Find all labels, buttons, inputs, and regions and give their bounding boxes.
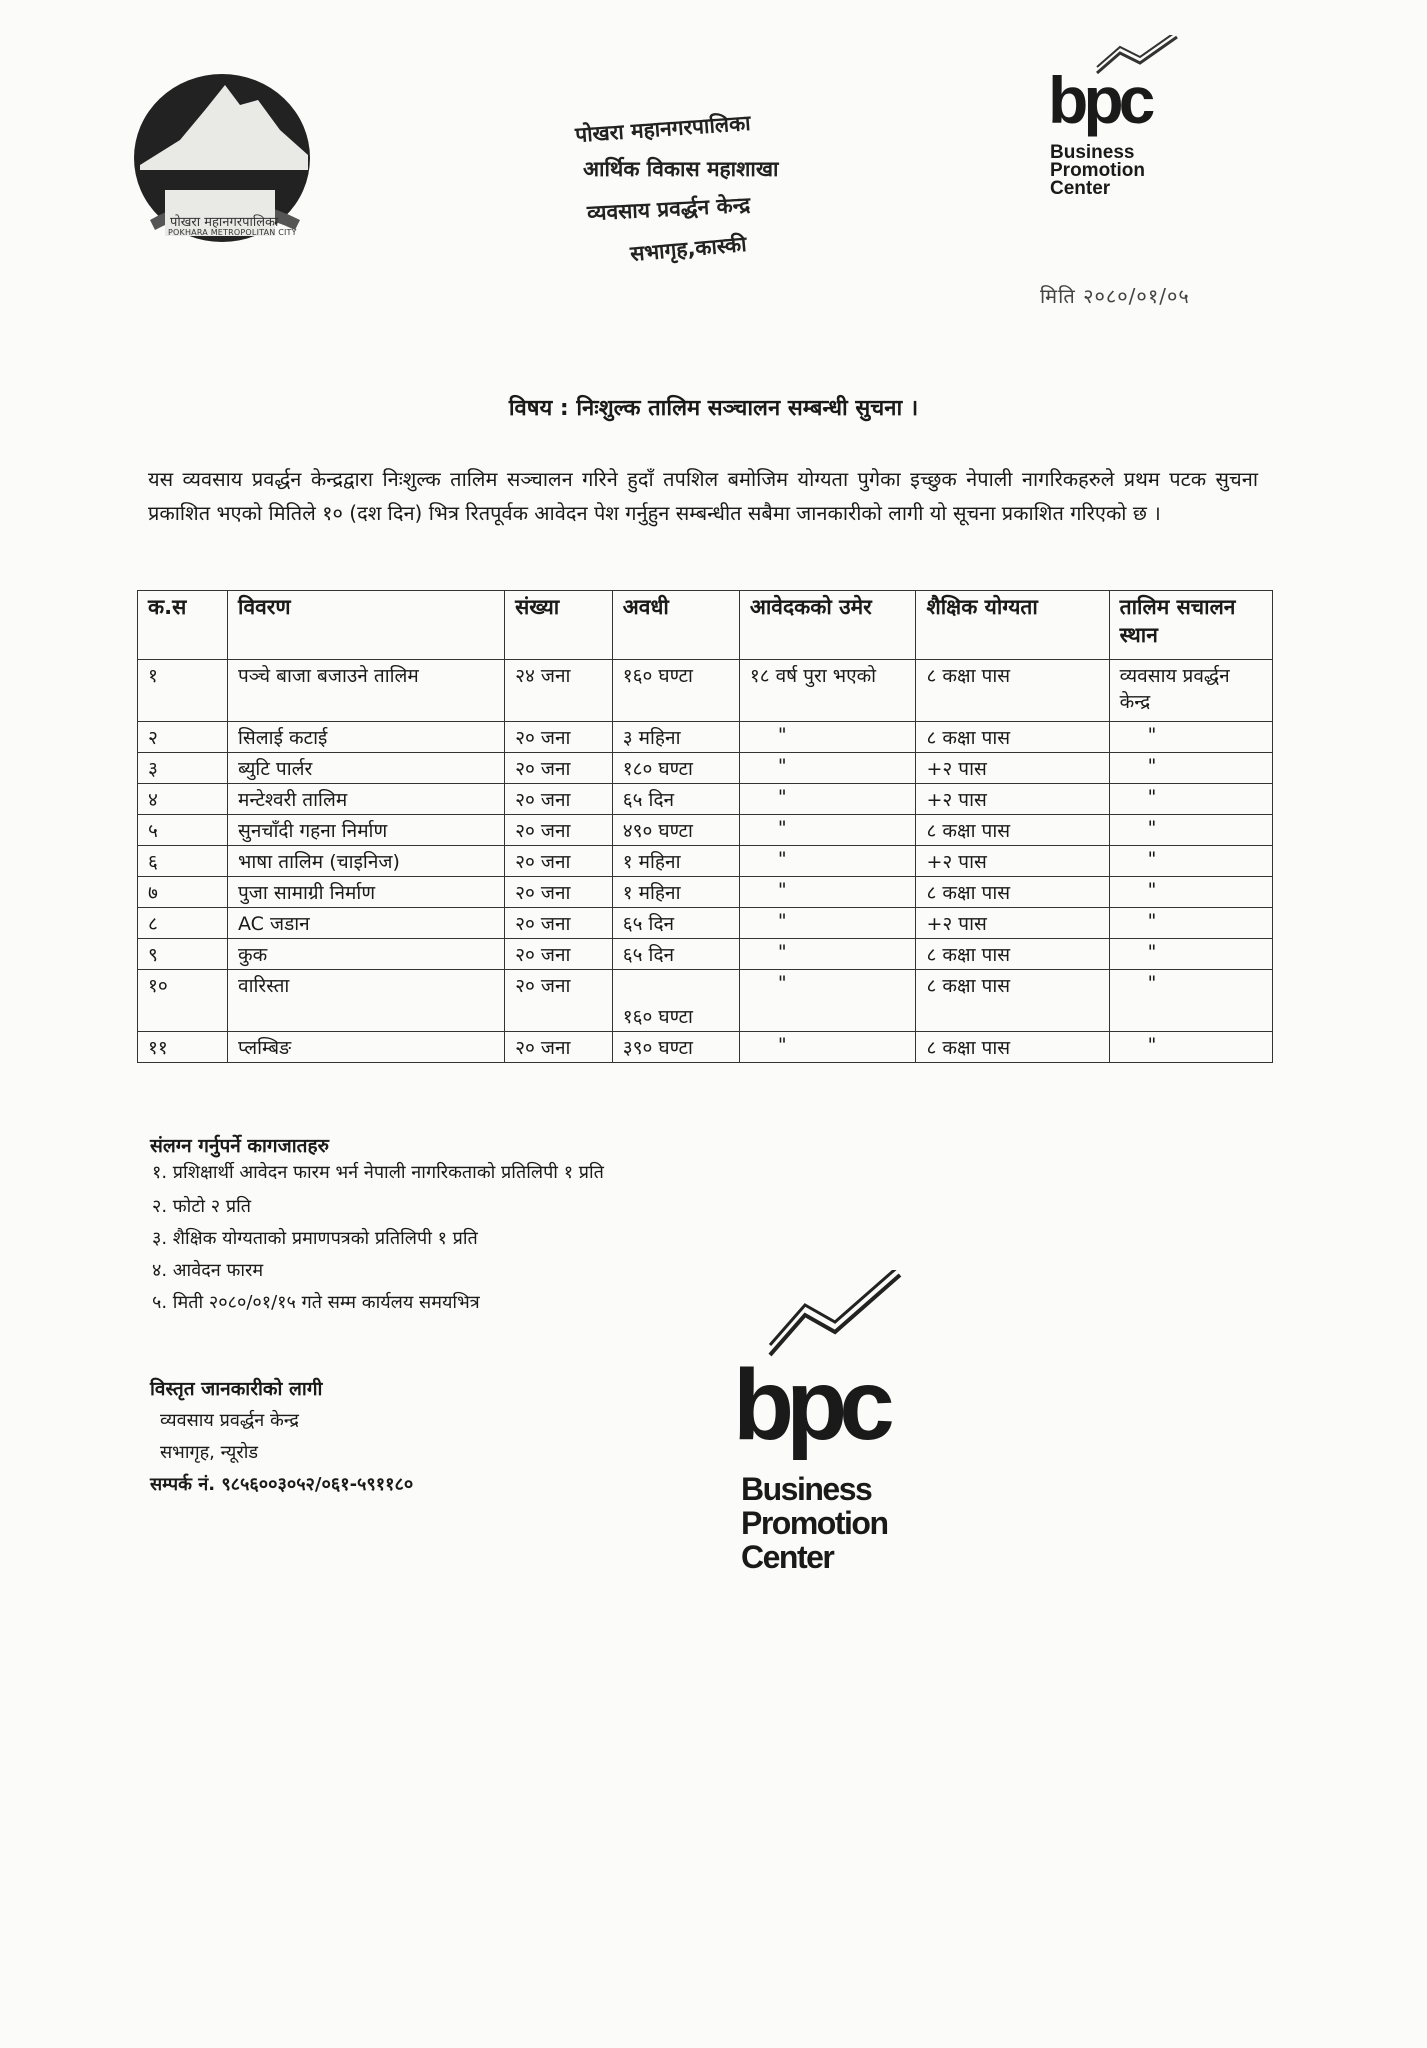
cell-age: " (739, 784, 916, 815)
cell-duration: १ महिना (612, 846, 739, 877)
cell-description: सिलाई कटाई (228, 722, 505, 753)
col-header-age: आवेदकको उमेर (739, 591, 916, 660)
col-header-qualification: शैक्षिक योग्यता (916, 591, 1109, 660)
cell-description: वारिस्ता (228, 970, 505, 1032)
cell-qualification: ८ कक्षा पास (916, 877, 1109, 908)
attachment-item: ५. मिती २०८०/०१/१५ गते सम्म कार्यलय समयभित्र (152, 1292, 480, 1313)
cell-count: २० जना (505, 753, 613, 784)
col-header-venue: तालिम सचालन स्थान (1109, 591, 1272, 660)
cell-qualification: +२ पास (916, 784, 1109, 815)
attachment-item: ४. आवेदन फारम (152, 1260, 264, 1281)
bpc-mark: bpc (1048, 63, 1151, 137)
cell-count: २० जना (505, 1032, 613, 1063)
table-row (138, 908, 1273, 939)
cell-venue: " (1109, 722, 1272, 753)
attachment-item: १. प्रशिक्षार्थी आवेदन फारम भर्न नेपाली नागरिकताको प्रतिलिपी १ प्रति (152, 1162, 604, 1183)
cell-description: भाषा तालिम (चाइनिज) (228, 846, 505, 877)
pmc-logo-caption-ne: पोखरा महानगरपालिका (170, 215, 279, 230)
table-row (138, 815, 1273, 846)
cell-age: " (739, 815, 916, 846)
cell-duration: ३९० घण्टा (612, 1032, 739, 1063)
cell-qualification: ८ कक्षा पास (916, 939, 1109, 970)
cell-qualification: ८ कक्षा पास (916, 1032, 1109, 1063)
cell-age: " (739, 908, 916, 939)
bpc-logo-bottom (725, 1270, 925, 1590)
table-row (138, 939, 1273, 970)
cell-description: प्लम्बिङ (228, 1032, 505, 1063)
cell-duration: १६० घण्टा (612, 660, 739, 722)
table-header-row (138, 591, 1273, 660)
cell-age: " (739, 1032, 916, 1063)
cell-venue: " (1109, 877, 1272, 908)
cell-description: AC जडान (228, 908, 505, 939)
cell-duration: १ महिना (612, 877, 739, 908)
table-row (138, 877, 1273, 908)
cell-description: सुनचाँदी गहना निर्माण (228, 815, 505, 846)
notice-subject: विषय : निःशुल्क तालिम सञ्चालन सम्बन्धी सुचना । (508, 396, 919, 421)
cell-venue: " (1109, 939, 1272, 970)
cell-count: २० जना (505, 846, 613, 877)
cell-qualification: +२ पास (916, 753, 1109, 784)
cell-sn: १० (138, 970, 228, 1032)
cell-sn: ७ (138, 877, 228, 908)
cell-venue: " (1109, 815, 1272, 846)
bpc-word-business: Business (741, 1471, 872, 1507)
cell-venue: " (1109, 753, 1272, 784)
cell-qualification: +२ पास (916, 846, 1109, 877)
cell-duration: ४९० घण्टा (612, 815, 739, 846)
cell-duration: १८० घण्टा (612, 753, 739, 784)
cell-sn: ५ (138, 815, 228, 846)
bpc-word-center: Center (741, 1539, 834, 1575)
contact-address: सभागृह, न्यूरोड (160, 1442, 259, 1463)
cell-duration: १६० घण्टा (612, 970, 739, 1032)
cell-qualification: ८ कक्षा पास (916, 815, 1109, 846)
cell-count: २० जना (505, 939, 613, 970)
cell-count: २० जना (505, 877, 613, 908)
notice-intro: यस व्यवसाय प्रवर्द्धन केन्द्रद्वारा निःशुल्क तालिम सञ्चालन गरिने हुदाँ तपशिल बमोजिम योग्यता पुगेका इच्छुक नेपाली नागरिकहरुले प्रथम पटक सुचना प्रकाशित भएको मितिले १० (दश दिन) भित्र रितपूर्वक आवेदन पेश गर्नुहुन सम्बन्धीत सबैमा जानकारीको लागी यो सूचना प्रकाशित गरिएको छ । (148, 467, 1258, 525)
cell-duration: ६५ दिन (612, 939, 739, 970)
cell-duration: ३ महिना (612, 722, 739, 753)
table-row (138, 1032, 1273, 1063)
contact-title: विस्तृत जानकारीको लागी (150, 1378, 323, 1400)
col-header-count: संख्या (505, 591, 613, 660)
col-header-description: विवरण (228, 591, 505, 660)
table-row (138, 660, 1273, 722)
cell-count: २० जना (505, 815, 613, 846)
contact-office: व्यवसाय प्रवर्द्धन केन्द्र (160, 1410, 299, 1431)
cell-venue: " (1109, 846, 1272, 877)
table-row (138, 846, 1273, 877)
stamp-line-1: पोखरा महानगरपालिका (574, 110, 752, 148)
cell-venue: " (1109, 784, 1272, 815)
contact-phone: सम्पर्क नं. ९८५६००३०५२/०६१-५९११८० (150, 1474, 414, 1495)
stamp-line-3: व्यवसाय प्रवर्द्धन केन्द्र (586, 192, 751, 226)
cell-sn: ३ (138, 753, 228, 784)
pmc-logo-caption-en: POKHARA METROPOLITAN CITY (168, 228, 297, 237)
table-row (138, 722, 1273, 753)
training-table (137, 590, 1273, 1063)
cell-description: कुक (228, 939, 505, 970)
cell-duration: ६५ दिन (612, 908, 739, 939)
cell-age: " (739, 970, 916, 1032)
cell-sn: ४ (138, 784, 228, 815)
bpc-word-business: Business (1050, 142, 1135, 163)
cell-sn: २ (138, 722, 228, 753)
cell-sn: १ (138, 660, 228, 722)
col-header-sn: क.स (138, 591, 228, 660)
cell-sn: ६ (138, 846, 228, 877)
cell-description: पञ्चे बाजा बजाउने तालिम (228, 660, 505, 722)
cell-venue: " (1109, 908, 1272, 939)
attachment-item: ३. शैक्षिक योग्यताको प्रमाणपत्रको प्रतिलिपी १ प्रति (152, 1228, 478, 1249)
table-row (138, 753, 1273, 784)
cell-qualification: ८ कक्षा पास (916, 660, 1109, 722)
attachment-item: २. फोटो २ प्रति (152, 1196, 252, 1217)
stamp-line-2: आर्थिक विकास महाशाखा (583, 157, 779, 181)
cell-count: २० जना (505, 908, 613, 939)
office-stamp (545, 105, 845, 295)
cell-count: २० जना (505, 722, 613, 753)
cell-age: " (739, 846, 916, 877)
cell-age: " (739, 753, 916, 784)
cell-venue: व्यवसाय प्रवर्द्धन केन्द्र (1109, 660, 1272, 722)
cell-description: ब्युटि पार्लर (228, 753, 505, 784)
bpc-logo-top (1040, 35, 1180, 215)
stamp-line-4: सभागृह,कास्की (629, 231, 748, 267)
cell-age: " (739, 939, 916, 970)
cell-description: पुजा सामाग्री निर्माण (228, 877, 505, 908)
cell-qualification: +२ पास (916, 908, 1109, 939)
bpc-mark: bpc (733, 1349, 887, 1461)
bpc-word-promotion: Promotion (741, 1505, 888, 1541)
cell-sn: ८ (138, 908, 228, 939)
cell-age: " (739, 877, 916, 908)
cell-qualification: ८ कक्षा पास (916, 970, 1109, 1032)
chart-arrow-icon (765, 1270, 905, 1360)
cell-count: २० जना (505, 970, 613, 1032)
cell-duration: ६५ दिन (612, 784, 739, 815)
table-row (138, 784, 1273, 815)
attachments-title: संलग्न गर्नुपर्ने कागजातहरु (150, 1135, 329, 1157)
notice-date: मिति २०८०/०१/०५ (1040, 284, 1190, 308)
cell-count: २४ जना (505, 660, 613, 722)
cell-venue: " (1109, 970, 1272, 1032)
col-header-duration: अवधी (612, 591, 739, 660)
cell-sn: ११ (138, 1032, 228, 1063)
cell-qualification: ८ कक्षा पास (916, 722, 1109, 753)
cell-age: " (739, 722, 916, 753)
bpc-word-center: Center (1050, 178, 1111, 199)
table-row (138, 970, 1273, 1032)
cell-sn: ९ (138, 939, 228, 970)
cell-count: २० जना (505, 784, 613, 815)
cell-description: मन्टेश्वरी तालिम (228, 784, 505, 815)
cell-age: १८ वर्ष पुरा भएको (739, 660, 916, 722)
bpc-word-promotion: Promotion (1050, 160, 1145, 181)
cell-venue: " (1109, 1032, 1272, 1063)
